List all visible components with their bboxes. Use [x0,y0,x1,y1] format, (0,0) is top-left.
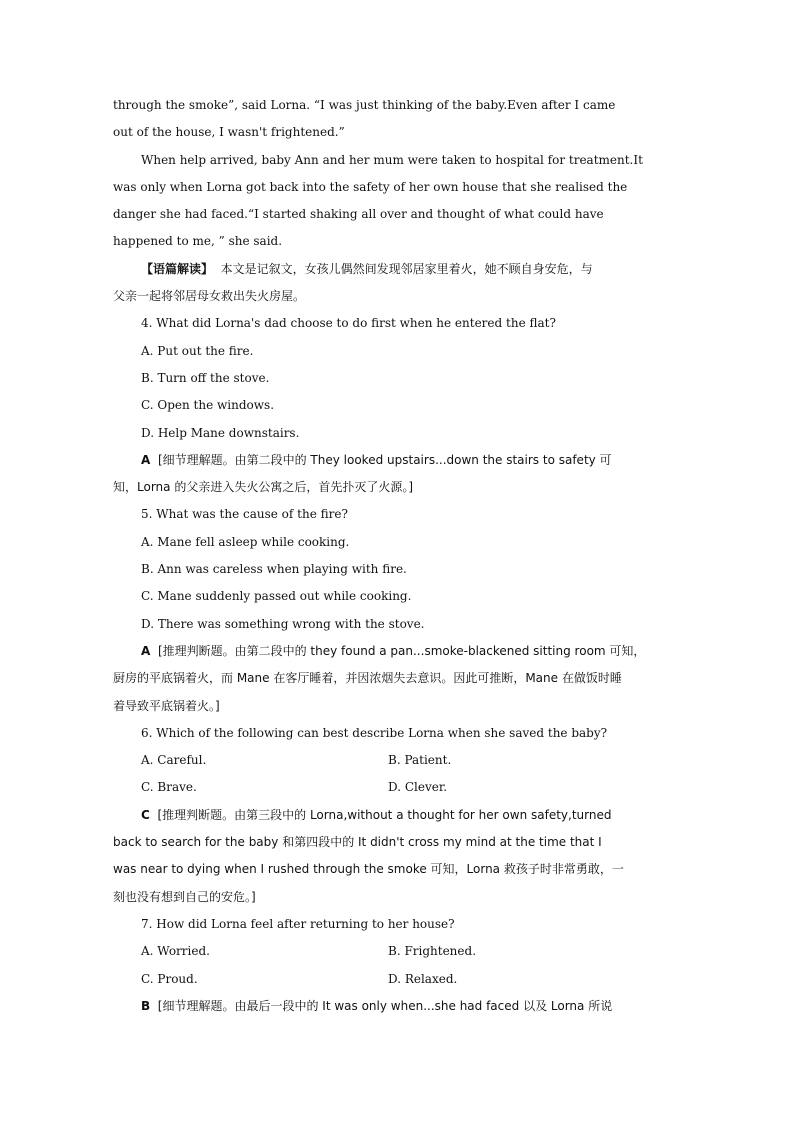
option: C. Open the windows. [141,398,275,413]
answer-line [113,802,681,829]
document-page [113,92,681,1020]
option: B. Ann was careless when playing with fire. [141,562,407,577]
option: A. Careful. [141,753,207,768]
explanation-text: [推理判断题。由第二段中的 they found a pan...smoke-blackened sitting room 可知， [157,643,646,658]
passage-line: happened to me, ” she said. [113,234,283,249]
question-text: 5. What was the cause of the fire? [141,507,348,522]
option: A. Mane fell asleep while cooking. [141,534,350,549]
explanation-line: 着导致平底锅着火。] [113,698,220,713]
option: C. Mane suddenly passed out while cooking. [141,589,412,604]
option: B. Patient. [388,753,452,768]
analysis-line: 父亲一起将邻居母女救出失火房屋。 [113,289,306,304]
option-row [113,747,681,774]
answer-line [113,993,681,1020]
option: D. Clever. [388,780,448,795]
explanation-line: 刻也没有想到自己的安危。] [113,889,256,904]
explanation-text: [细节理解题。由第二段中的 They looked upstairs...down the stairs to safety 可 [157,452,612,467]
answer-letter: A [141,643,151,658]
option-row [113,966,681,993]
question-text: 6. Which of the following can best describe Lorna when she saved the baby? [141,725,608,740]
option: C. Proud. [141,971,198,986]
option: D. Help Mane downstairs. [141,425,300,440]
option: B. Frightened. [388,944,477,959]
question-text: 4. What did Lorna's dad choose to do first when he entered the flat? [141,316,556,331]
analysis-tag: 【语篇解读】 [141,261,214,276]
option: D. Relaxed. [388,971,458,986]
passage-line: danger she had faced.“I started shaking all over and thought of what could have [113,207,604,222]
explanation-line: 厨房的平底锅着火，而 Mane 在客厅睡着，并因浓烟失去意识。因此可推断，Mane 在做饭时睡 [113,671,622,686]
option-row [113,938,681,965]
answer-letter: C [141,807,150,822]
answer-line [113,638,681,665]
passage-line: through the smoke”, said Lorna. “I was just thinking of the baby.Even after I came [113,98,616,112]
option: C. Brave. [141,780,197,795]
explanation-text: [细节理解题。由最后一段中的 It was only when...she had faced 以及 Lorna 所说 [157,998,613,1013]
passage-line: out of the house, I wasn't frightened.” [113,125,345,140]
explanation-line: was near to dying when I rushed through the smoke 可知，Lorna 救孩子时非常勇敢，一 [113,862,624,877]
answer-letter: B [141,998,151,1013]
option: D. There was something wrong with the stove. [141,616,425,631]
analysis-line [113,256,681,283]
question-text: 7. How did Lorna feel after returning to her house? [141,916,455,931]
option-row [113,774,681,801]
explanation-text: [推理判断题。由第三段中的 Lorna,without a thought for her own safety,turned [157,807,612,822]
passage-line: was only when Lorna got back into the safety of her own house that she realised the [113,179,628,194]
option: B. Turn off the stove. [141,370,270,385]
option: A. Worried. [141,944,210,959]
explanation-line: back to search for the baby 和第四段中的 It didn't cross my mind at the time that I [113,835,602,850]
option: A. Put out the fire. [141,343,254,358]
analysis-text: 本文是记叙文，女孩儿偶然间发现邻居家里着火，她不顾自身安危，与 [220,261,593,276]
passage-line: When help arrived, baby Ann and her mum were taken to hospital for treatment.It [141,152,643,167]
answer-letter: A [141,452,151,467]
explanation-line: 知，Lorna 的父亲进入失火公寓之后，首先扑灭了火源。] [113,480,413,495]
answer-line [113,447,681,474]
